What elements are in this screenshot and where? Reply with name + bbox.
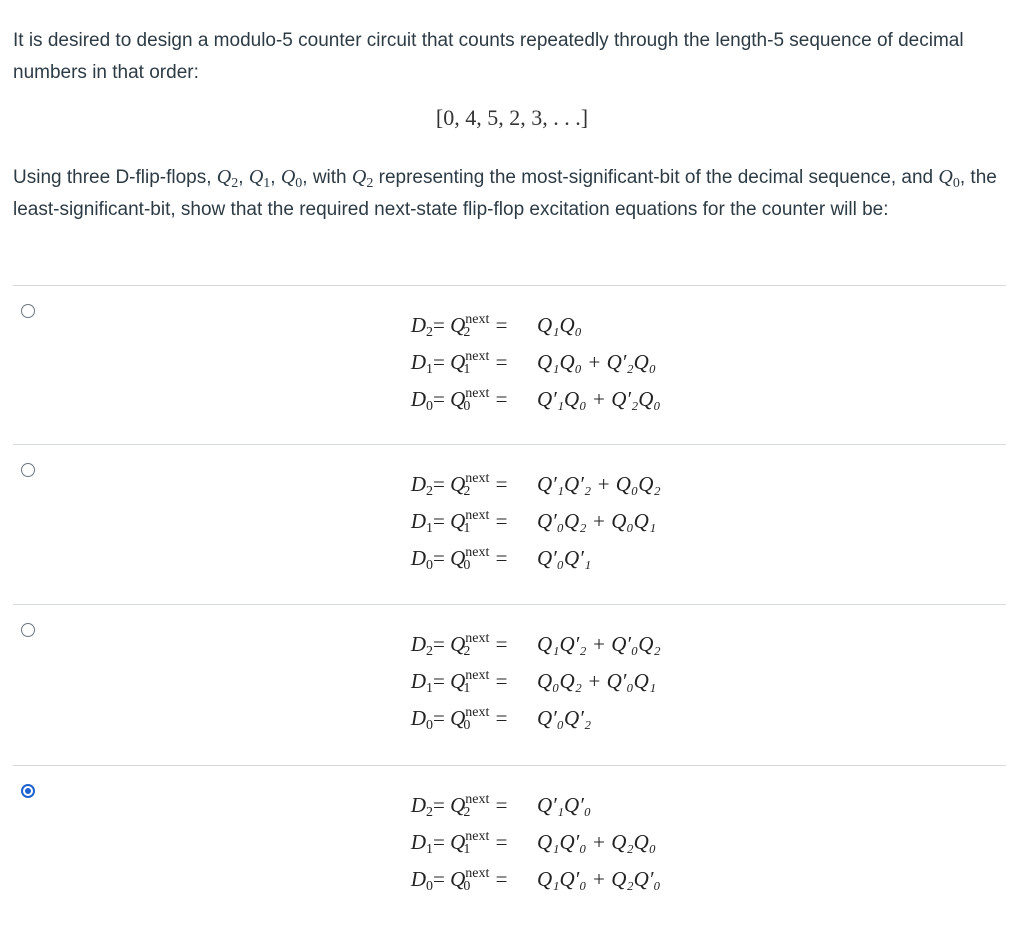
para2-text-d: , the least-significant-bit, show that the required next-state flip-flop excitation equations for the counter will be:	[13, 167, 997, 220]
equation-next-state: = $Q^{next}_2$ =	[433, 631, 508, 659]
var-q2-msb: $Q_2$	[351, 166, 374, 191]
equation-block	[389, 787, 661, 898]
equation-block	[389, 307, 661, 418]
equation-lhs: $D_1$	[410, 350, 433, 377]
para2-text-b: , with	[302, 167, 352, 188]
equation-rhs: Q₁Q′₀ + Q₂Q₀	[537, 830, 657, 854]
para2-text-c: representing the most-significant-bit of the decimal sequence, and	[373, 167, 939, 188]
equation-row	[389, 466, 661, 503]
radio-button[interactable]	[21, 463, 35, 477]
equation-next-state: = $Q^{next}_0$ =	[433, 386, 508, 414]
equation-rhs: Q′₁Q′₀	[537, 793, 592, 817]
equation-rhs: Q′₁Q′₂ + Q₀Q₂	[537, 472, 661, 496]
equation-rhs: Q₁Q₀ + Q′₂Q₀	[537, 350, 657, 374]
equation-lhs: $D_1$	[410, 509, 433, 536]
equation-rhs: Q′₁Q₀ + Q′₂Q₀	[537, 387, 661, 411]
equation-next-state: = $Q^{next}_1$ =	[433, 349, 508, 377]
sequence-display: [0, 4, 5, 2, 3, . . .]	[435, 105, 589, 130]
equation-row	[389, 787, 661, 824]
equation-next-state: = $Q^{next}_2$ =	[433, 471, 508, 499]
equation-row	[389, 824, 661, 861]
equation-rhs: Q₁Q₀	[537, 313, 582, 337]
equation-rhs: Q₀Q₂ + Q′₀Q₁	[537, 669, 657, 693]
var-q2: $Q_2$	[216, 166, 239, 191]
equation-row	[389, 381, 661, 418]
equation-next-state: = $Q^{next}_0$ =	[433, 705, 508, 733]
equation-lhs: $D_2$	[410, 313, 433, 340]
equation-row	[389, 503, 661, 540]
equation-row	[389, 540, 661, 577]
var-q0-lsb: $Q_0$	[938, 166, 960, 191]
answer-option-4[interactable]	[13, 765, 1006, 925]
equation-rhs: Q′₀Q₂ + Q₀Q₁	[537, 509, 657, 533]
var-q1: $Q_1$	[248, 166, 271, 191]
equation-next-state: = $Q^{next}_2$ =	[433, 312, 508, 340]
equation-row	[389, 626, 661, 663]
equation-row	[389, 307, 661, 344]
equation-lhs: $D_2$	[410, 632, 433, 659]
equation-lhs: $D_2$	[410, 472, 433, 499]
equation-row	[389, 861, 661, 898]
equation-rhs: Q′₀Q′₁	[537, 546, 592, 570]
equation-lhs: $D_2$	[410, 793, 433, 820]
radio-button[interactable]	[21, 304, 35, 318]
equation-row	[389, 700, 661, 737]
radio-button[interactable]	[21, 623, 35, 637]
equation-next-state: = $Q^{next}_2$ =	[433, 792, 508, 820]
equation-lhs: $D_0$	[410, 546, 433, 573]
radio-button-selected[interactable]	[21, 784, 35, 798]
equation-rhs: Q₁Q′₂ + Q′₀Q₂	[537, 632, 661, 656]
equation-next-state: = $Q^{next}_1$ =	[433, 508, 508, 536]
equation-lhs: $D_1$	[410, 830, 433, 857]
question-intro: It is desired to design a modulo-5 counter circuit that counts repeatedly through the length-5 sequence of decimal numbers in that order:	[13, 30, 964, 83]
equation-block	[389, 626, 661, 737]
var-q0: $Q_0$	[280, 166, 303, 191]
equation-next-state: = $Q^{next}_1$ =	[433, 668, 508, 696]
equation-block	[389, 466, 661, 577]
answer-option-1[interactable]	[13, 285, 1006, 445]
equation-next-state: = $Q^{next}_0$ =	[433, 866, 508, 894]
equation-lhs: $D_0$	[410, 387, 433, 414]
equation-rhs: Q′₀Q′₂	[537, 706, 592, 730]
answer-option-3[interactable]	[13, 604, 1006, 764]
equation-lhs: $D_0$	[410, 706, 433, 733]
equation-next-state: = $Q^{next}_1$ =	[433, 829, 508, 857]
equation-row	[389, 344, 661, 381]
question-text	[13, 25, 1008, 89]
equation-row	[389, 663, 661, 700]
equation-rhs: Q₁Q′₀ + Q₂Q′₀	[537, 867, 661, 891]
answer-option-2[interactable]	[13, 444, 1006, 604]
equation-lhs: $D_1$	[410, 669, 433, 696]
question-paragraph-2: Using three D-flip-flops, $Q_2$, $Q_1$, $Q_0$, with $Q_2$ representing the most-significant-bit of the decimal sequence, and $Q_0$, the least-significant-bit, show that the required next-state flip-flop excitation equations for the counter will be:	[13, 166, 997, 220]
equation-next-state: = $Q^{next}_0$ =	[433, 545, 508, 573]
equation-lhs: $D_0$	[410, 867, 433, 894]
para2-text-a: Using three D-flip-flops,	[13, 167, 217, 188]
